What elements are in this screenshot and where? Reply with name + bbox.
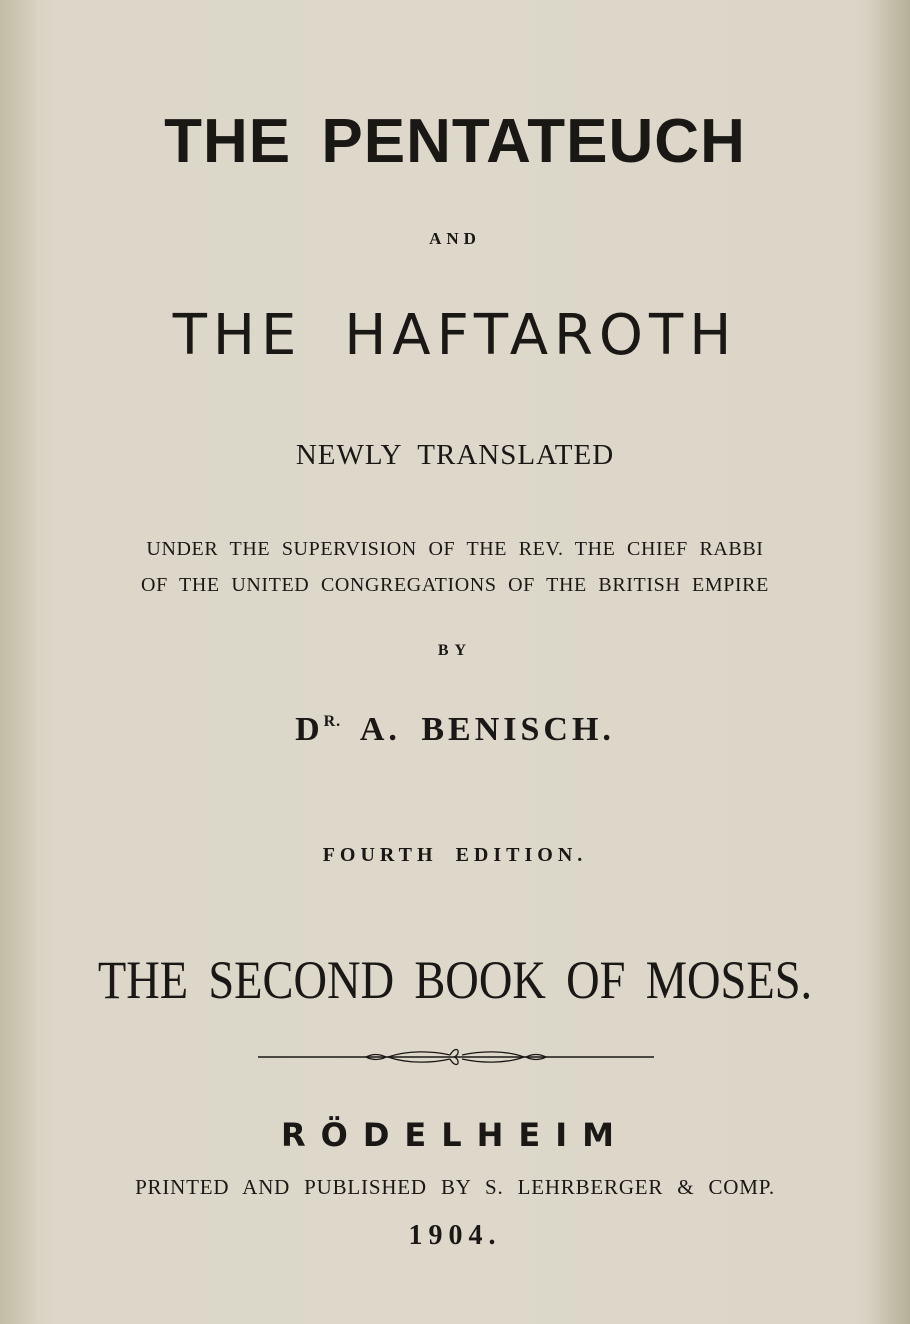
- publication-year: 1904.: [408, 1220, 502, 1251]
- decorative-rule-icon: [258, 1044, 654, 1070]
- author-prefix-r: R.: [323, 713, 342, 730]
- volume-title: THE SECOND BOOK OF MOSES.: [97, 950, 813, 1010]
- book-title: THE PENTATEUCH: [164, 107, 746, 176]
- translation-note: NEWLY TRANSLATED: [295, 439, 615, 471]
- author-name: [0, 700, 910, 752]
- by-line: BY: [437, 642, 473, 659]
- supervision-line-1: UNDER THE SUPERVISION OF THE REV. THE CHIEF RABBI: [146, 538, 764, 560]
- edition-statement: FOURTH EDITION.: [322, 844, 588, 866]
- place-of-publication: RÖDELHEIM: [280, 1116, 630, 1154]
- title-conjunction: AND: [429, 229, 481, 248]
- author-prefix-d: D: [295, 711, 324, 748]
- book-subtitle: THE HAFTAROTH: [172, 303, 738, 368]
- supervision-line-2: OF THE UNITED CONGREGATIONS OF THE BRITISH EMPIRE: [141, 574, 769, 596]
- author-name-text: A. BENISCH.: [359, 711, 615, 748]
- publisher-line: PRINTED AND PUBLISHED BY S. LEHRBERGER & COMP.: [135, 1175, 775, 1199]
